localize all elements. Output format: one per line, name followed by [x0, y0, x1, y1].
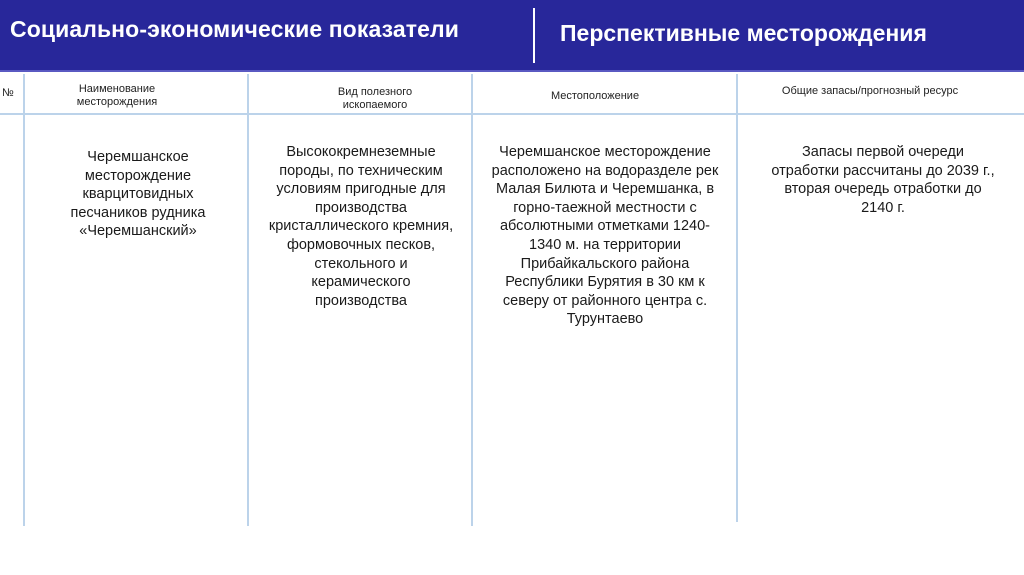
cell-mineral-type: Высококремнеземные породы, по техническим условиям пригодные для производства кристаллического кремния, формовочных песков, стекольного и керамического производства	[268, 144, 454, 309]
column-header-number: №	[2, 87, 14, 99]
column-header-location: Местоположение	[550, 90, 640, 102]
column-header-reserves: Общие запасы/прогнозный ресурс	[781, 85, 959, 97]
header-right-title: Перспективные месторождения	[560, 20, 927, 46]
cell-deposit-name: Черемшанское месторождение кварцитовидных песчаников рудника «Черемшанский»	[70, 149, 206, 240]
slide-header	[0, 0, 1024, 72]
column-divider-3	[471, 74, 473, 526]
column-divider-1	[23, 74, 25, 526]
column-header-name: Наименование месторождения	[76, 83, 158, 108]
column-header-mineral: Вид полезного ископаемого	[337, 86, 413, 111]
header-left-title: Социально-экономические показатели	[10, 16, 459, 42]
header-row-divider	[0, 113, 1024, 115]
column-divider-2	[247, 74, 249, 526]
cell-location: Черемшанское месторождение расположено на водоразделе рек Малая Билюта и Черемшанка, в горно-таежной местности с абсолютными отметками 1240-1340 м. на территории Прибайкальского района Республики Бурятия в 30 км к северу от районного центра с. Турунтаево	[491, 144, 719, 328]
header-divider	[533, 8, 535, 63]
column-divider-4	[736, 74, 738, 522]
cell-reserves: Запасы первой очереди отработки рассчитаны до 2039 г., вторая очередь отработки до 2140 г.	[771, 144, 995, 216]
